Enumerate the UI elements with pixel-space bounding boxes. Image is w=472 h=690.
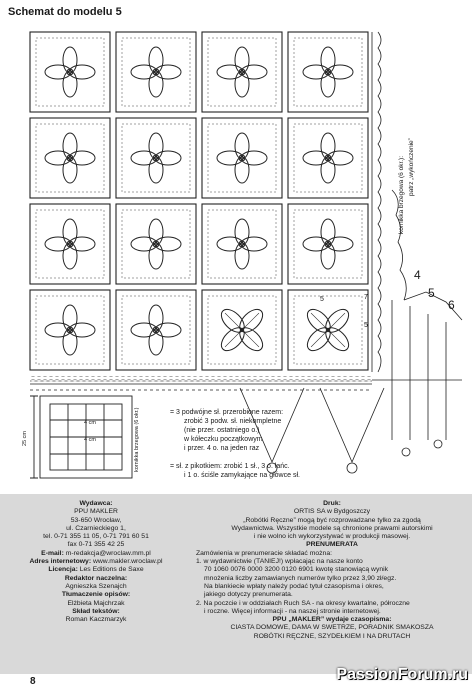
legend-decrease: [170, 408, 283, 453]
order-item: 2. Na poczcie i w oddziałach Ruch SA - na okresy kwartalne, półroczne: [196, 599, 410, 607]
publisher-fax: fax 0-71 355 42 25: [67, 541, 125, 549]
motif-number-7: 7: [364, 294, 368, 301]
order-item: mnożenia liczby zamawianych numerów tylko przez 3,90 zł/egz.: [204, 574, 397, 582]
publisher-column: [6, 500, 186, 624]
typeset-label: Skład tekstów:: [72, 607, 120, 615]
translation-label: Tłumaczenie opisów:: [61, 591, 131, 599]
legend-line: = sł. z pikotkiem: zrobić 1 sł., 3 o. łańc.: [170, 463, 290, 470]
print-label: Druk:: [323, 500, 341, 507]
distribution-line: i nie wolno ich wykorzystywać w produkcji masowej.: [253, 533, 411, 541]
legend-line: (nie przer. ostatniego o.): [184, 427, 260, 434]
border-label-2: patrz „wykończenie”: [408, 138, 415, 196]
legend-line: i przer. 4 o. na jeden raz: [184, 445, 260, 452]
translator-name: Elżbieta Majchrzak: [67, 599, 125, 607]
motif-number-4: 4: [414, 268, 421, 282]
printer-name: ORTIS SA w Bydgoszczy: [293, 508, 371, 516]
legend-picot: [170, 462, 300, 480]
publisher-name: PPU MAKLER: [74, 508, 118, 516]
publisher-city: 53-650 Wrocław,: [70, 516, 122, 524]
distribution-line: Wydawnictwa. Wszystkie modele są chronione prawami autorskimi: [231, 524, 433, 532]
small-diagram-label-1: 4 cm: [84, 420, 96, 426]
motif-number-5c: 5: [428, 286, 435, 300]
legend-line: w kółeczku początkowym: [184, 436, 263, 443]
email-label: E-mail:: [41, 549, 64, 557]
order-item: 70 1060 0076 0000 3200 0120 6901 kwotę stanowiącą wynik: [204, 566, 389, 574]
motif-number-5a: 5: [320, 296, 324, 303]
watermark: PassionForum.ru: [336, 666, 468, 683]
order-item: i roczne. Więcej informacji - na naszej stronie internetowej.: [204, 607, 381, 615]
publisher-street: ul. Czarnieckiego 1,: [66, 524, 126, 532]
publisher-label: Wydawca:: [79, 500, 113, 507]
licence-value: Les Editions de Saxe: [79, 566, 144, 574]
print-info-column: [196, 500, 468, 641]
small-diagram-label-2: 4 cm: [84, 437, 96, 443]
makler-line: PPU „MAKLER” wydaje czasopisma:: [272, 616, 392, 624]
editor-name: Agnieszka Szenajch: [65, 582, 127, 590]
order-item: 1. w wydawnictwie (TANIEJ!) wpłacając na nasze konto: [196, 558, 363, 566]
www-link[interactable]: www.makler.wroclaw.pl: [92, 558, 163, 566]
titles-line: CIASTA DOMOWE, DAMA W SWETRZE, PORADNIK SMAKOSZA: [230, 624, 434, 632]
legend-line: zrobić 3 podw. sł. niekompletne: [184, 418, 282, 425]
border-label-1: kornikka brzegowa (6 okr.):: [398, 155, 405, 234]
motif-number-6: 6: [448, 298, 455, 312]
order-item: Na blankiecie wpłaty należy podać tytuł czasopisma i okres,: [204, 582, 384, 590]
typesetter-name: Roman Kaczmarzyk: [65, 616, 127, 624]
email-link[interactable]: m-redakcja@wroclaw.mm.pl: [65, 549, 151, 557]
small-diagram-border-label: kornikka brzegowa (6 okr.): [134, 407, 140, 472]
chart-title: Schemat do modelu 5: [8, 6, 122, 18]
small-diagram-side-label: 25 cm: [22, 431, 28, 446]
legend-line: = 3 podwójne sł. przerobione razem:: [170, 409, 284, 416]
order-intro: Zamówienia w prenumeracie składać można:: [196, 549, 332, 557]
editor-label: Redaktor naczelna:: [64, 574, 128, 582]
licence-label: Licencja:: [48, 566, 78, 574]
subscription-heading: PRENUMERATA: [306, 541, 358, 549]
publisher-phone: tel. 0-71 355 11 05, 0-71 791 60 51: [43, 533, 149, 541]
distribution-line: „Robótki Ręczne” mogą być rozprowadzane tylko za zgodą: [243, 516, 421, 524]
order-item: jakiego dotyczy prenumerata.: [204, 591, 293, 599]
motif-number-5b: 5: [364, 322, 368, 329]
www-label: Adres internetowy:: [29, 558, 92, 566]
legend-line: i 1 o. ściśle zamykające na główce sł.: [184, 472, 300, 479]
page-number: 8: [30, 676, 36, 687]
titles-line: ROBÓTKI RĘCZNE, SZYDEŁKIEM I NA DRUTACH: [253, 632, 411, 640]
